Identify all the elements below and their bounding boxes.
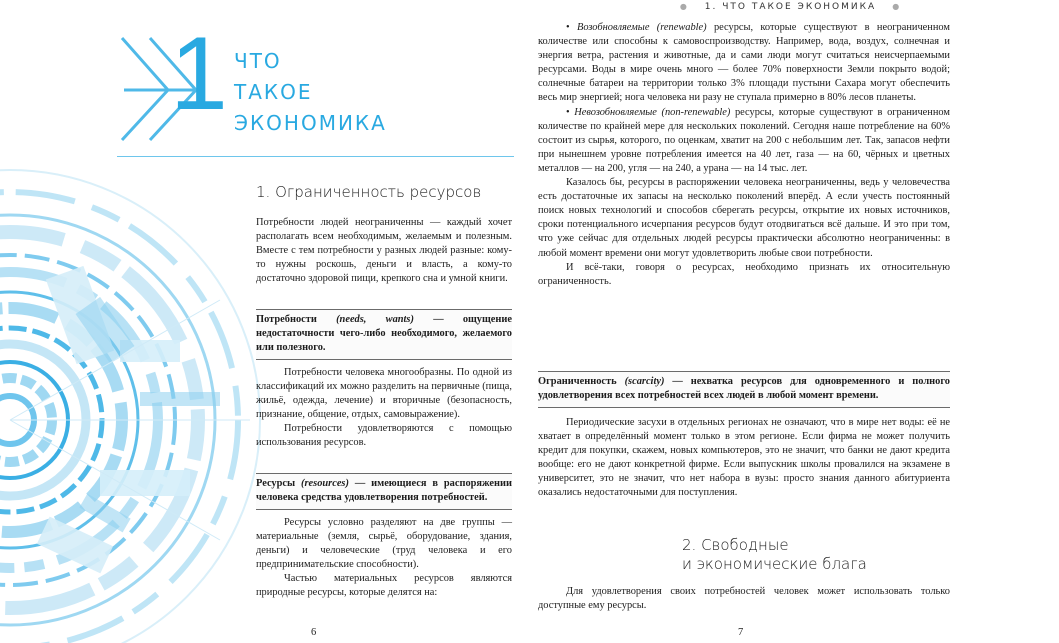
bullet-item bbox=[538, 21, 950, 106]
paragraph: Частью материальных ресурсов являются природные ресурсы, которые делятся на: bbox=[256, 573, 512, 599]
left-text-block-1 bbox=[256, 216, 512, 286]
dot-icon: ● bbox=[679, 2, 689, 11]
section-heading-line: 2. Свободные bbox=[682, 536, 789, 554]
bullet-term: Невозобновляемые (non-renewable) bbox=[574, 106, 731, 118]
right-text-block-2 bbox=[538, 416, 950, 501]
paragraph: Ресурсы условно разделяют на две группы — материальные (земля, сырьё, оборудование, здания, деньги) и человеческие (труд человека и его предпринимательские способности). bbox=[256, 517, 512, 571]
definition-term-english: (resources) bbox=[301, 478, 349, 489]
bullet-text: ресурсы, которые существуют в неограниченном количестве или способны к самовоспроизводству. Например, вода, воздух, солнечная и энергия ветра, растения и животные, да и сами люди могут считаться неисчерпаемыми ресурсами. Воды в мире очень много — более 70% поверхности Земли покрыто водой; солнечные батареи на территории только 3% площади пустыни Сахара могут обеспечить весь мир энергией; нога человека ни разу не ступала примерно в 80% лесов планеты. bbox=[538, 22, 950, 104]
title-divider bbox=[117, 156, 514, 157]
right-text-block-3 bbox=[538, 585, 950, 613]
paragraph: Потребности людей неограниченны — каждый хочет располагать всем необходимым, желаемым и полезным. Вместе с тем потребности у разных людей разные: кому-то нужны роскошь, деньги и власть, а кому-то достаточно здоровой пищи, крепкого сна и умной книги. bbox=[256, 217, 512, 285]
paragraph: Для удовлетворения своих потребностей человек может использовать только доступные ему ресурсы. bbox=[538, 586, 950, 612]
paragraph: Периодические засухи в отдельных регионах не означают, что в мире нет воды: её не хватает в определённый момент только в этом регионе. Если фирма не может получить кредит для покупки, скажем, новых компьютеров, это не значит, что банки не дают кредита вообще: его не дают конкретной фирме. Если выпускник школы провалился на экзамене в университет, это не значит, что нет набора в вузы: просто знания данного абитуриента оказались недостаточными для поступления. bbox=[538, 417, 950, 499]
definition-term: Потребности bbox=[256, 314, 317, 325]
right-text-block-1 bbox=[538, 21, 950, 289]
definition-text: — имеющиеся в распоряжении человека средства удовлетворения потребностей. bbox=[256, 478, 513, 504]
paragraph: И всё-таки, говоря о ресурсах, необходимо признать их относительную ограниченность. bbox=[538, 261, 950, 287]
page-number: 7 bbox=[738, 627, 744, 638]
definition-term-english: (scarcity) bbox=[624, 376, 665, 387]
bullet-icon: • bbox=[566, 22, 577, 33]
chapter-title bbox=[234, 46, 387, 139]
definition-term-english: (needs, wants) bbox=[336, 314, 414, 325]
page-number: 6 bbox=[311, 627, 317, 638]
running-head-text: 1. ЧТО ТАКОЕ ЭКОНОМИКА bbox=[704, 2, 877, 12]
section-heading: 1. Ограниченность ресурсов bbox=[256, 183, 482, 201]
definition-text: — нехватка ресурсов для одновременного и полного удовлетворения всех потребностей всех людей в любой момент времени. bbox=[538, 376, 950, 402]
running-head bbox=[522, 2, 1059, 12]
bullet-item bbox=[538, 106, 950, 176]
definition-needs bbox=[256, 309, 512, 360]
section-heading-line: и экономические блага bbox=[682, 555, 867, 573]
right-page bbox=[522, 0, 1059, 643]
chapter-title-line: ТАКОЕ bbox=[234, 80, 313, 104]
section-heading-2 bbox=[682, 536, 867, 574]
chapter-number: 1 bbox=[170, 16, 228, 132]
chapter-title-line: ЭКОНОМИКА bbox=[234, 111, 387, 135]
left-text-block-3 bbox=[256, 516, 512, 601]
bullet-term: Возобновляемые (renewable) bbox=[576, 22, 707, 33]
left-page bbox=[0, 0, 522, 643]
paragraph: Потребности человека многообразны. По одной из классификаций их можно разделить на первичные (пища, жильё, одежда, лечение) и вторичные (безопасность, признание, общение, отдых, самовыражение). bbox=[256, 367, 512, 421]
bullet-text: ресурсы, которые существуют в ограниченном количестве по крайней мере для нескольких поколений. Сегодня наше потребление на 60% состоит из сырья, которого, по оценкам, хватит на 200 с небольшим лет. Так, запасов нефти при нынешнем уровне потребления имеется на 40 лет, газа — на 60, чёрных и цветных металлов — на 200, угля — на 240, а урана — на 14 тыс. лет. bbox=[538, 106, 950, 174]
bullet-icon: • bbox=[566, 106, 575, 118]
paragraph: Потребности удовлетворяются с помощью использования ресурсов. bbox=[256, 423, 512, 449]
paragraph: Казалось бы, ресурсы в распоряжении человека неограниченны, ведь у человечества есть достаточные их запасы на несколько поколений вперёд. А если учесть постоянный поиск новых технологий и способов сберегать ресурсы, открытие их новых источников, сроки потенциального исчерпания ресурсов будут отодвигаться всё дальше. И это при том, что уже сейчас для отдельных людей ресурсы практически абсолютно неограниченны: в любой момент времени они могут удовлетворить любые свои потребности. bbox=[538, 177, 950, 259]
definition-scarcity bbox=[538, 371, 950, 408]
definition-resources bbox=[256, 473, 512, 510]
dot-icon: ● bbox=[892, 2, 902, 11]
chapter-title-line: ЧТО bbox=[234, 49, 282, 73]
definition-term: Ограниченность bbox=[538, 376, 617, 387]
definition-text: — ощущение недостаточности чего-либо необходимого, желаемого или полезного. bbox=[256, 314, 512, 354]
definition-term: Ресурсы bbox=[256, 478, 296, 489]
left-text-block-2 bbox=[256, 366, 512, 451]
